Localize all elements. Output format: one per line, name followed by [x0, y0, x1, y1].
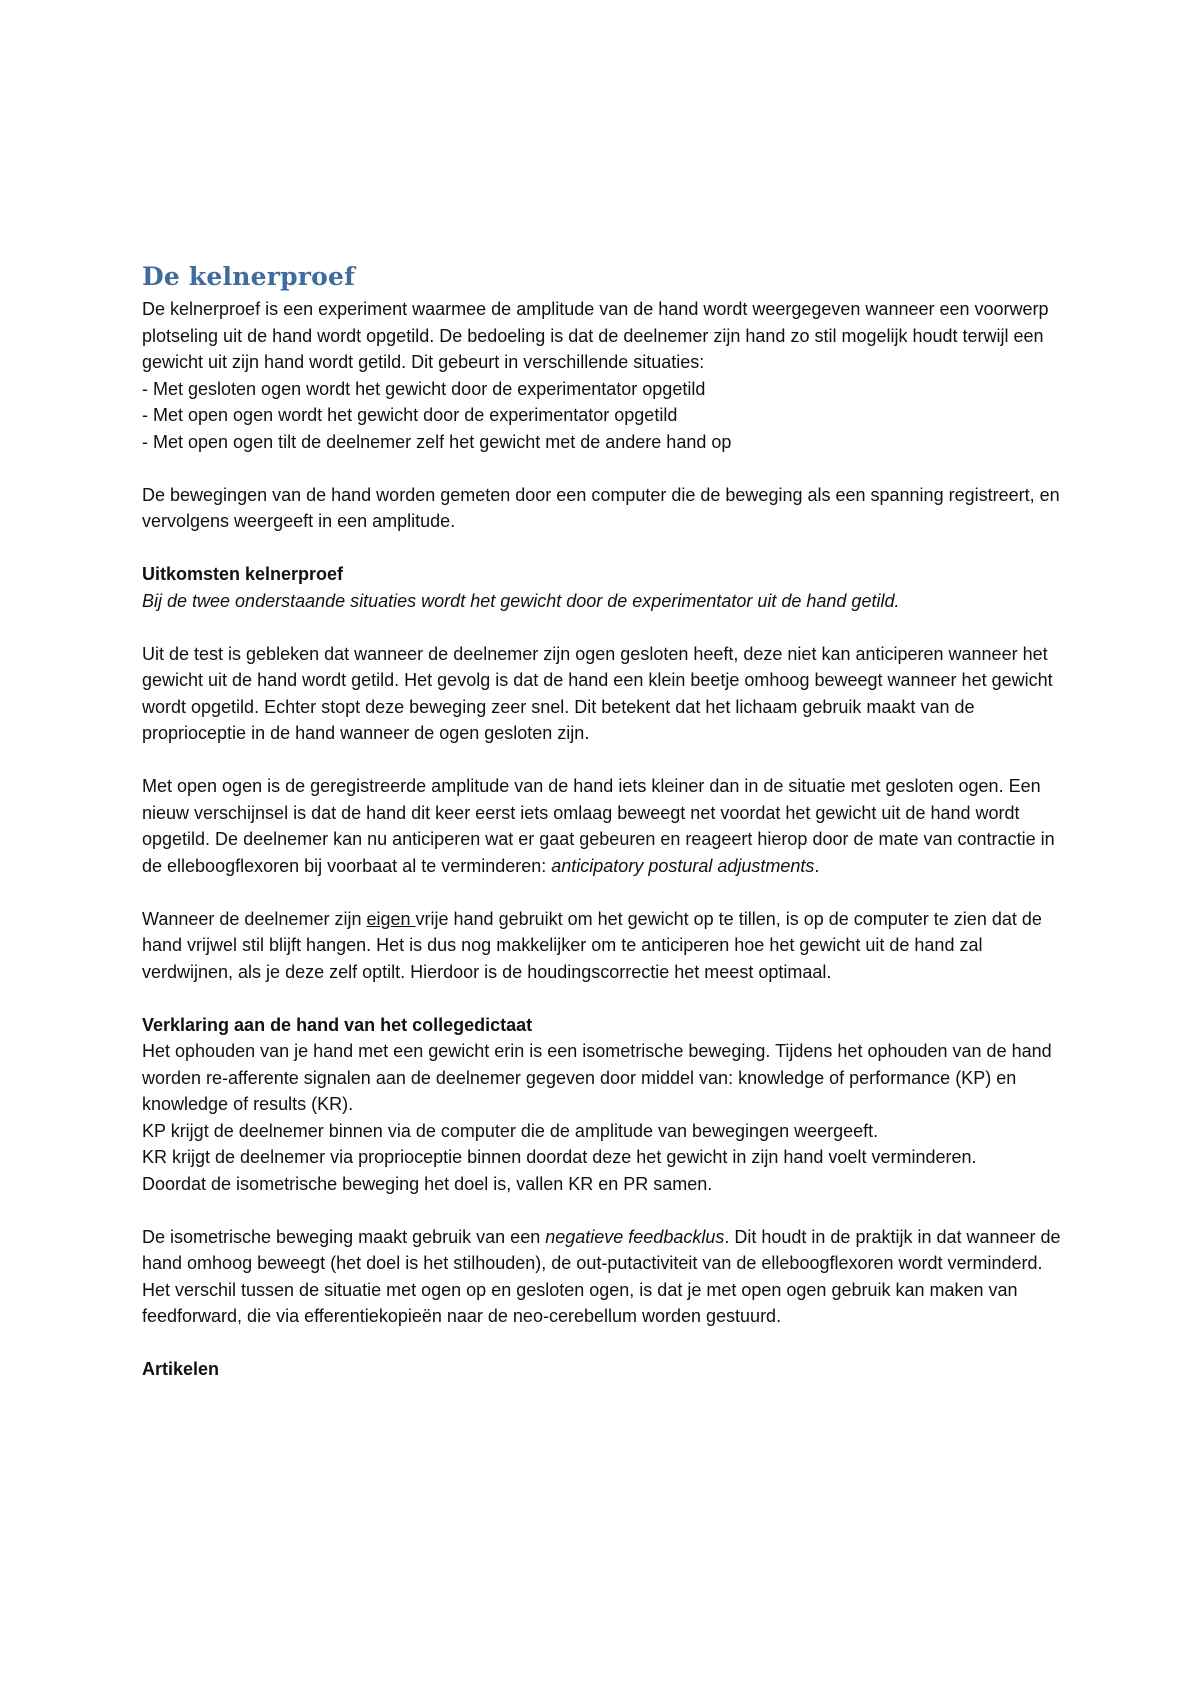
spacer: [142, 879, 1070, 906]
spacer: [142, 747, 1070, 774]
feedback-paragraph: [142, 1224, 1070, 1277]
results-section: [142, 561, 1070, 985]
measurement-paragraph: De bewegingen van de hand worden gemeten door een computer die de beweging als een spanning registreert, en vervolgens weergeeft in een amplitude.: [142, 484, 1060, 531]
intro-item: - Met open ogen tilt de deelnemer zelf het gewicht met de andere hand op: [142, 431, 732, 452]
explanation-line: Doordat de isometrische beweging het doel is, vallen KR en PR samen.: [142, 1173, 713, 1194]
intro-paragraph: De kelnerproef is een experiment waarmee de amplitude van de hand wordt weergegeven wanneer een voorwerp plotseling uit de hand wordt opgetild. De bedoeling is dat de deelnemer zijn hand zo stil mogelijk houdt terwijl een gewicht uit zijn hand wordt getild. Dit gebeurt in verschillende situaties:: [142, 299, 1049, 372]
results-paragraph-open-eyes: [142, 773, 1070, 879]
spacer: [142, 614, 1070, 641]
results-note: [142, 588, 1070, 615]
explanation-section: [142, 1012, 1070, 1330]
intro-section: [142, 296, 1070, 455]
feedforward-paragraph: Het verschil tussen de situatie met ogen op en gesloten ogen, is dat je met open ogen gebruik kan maken van feedforward, die via efferentiekopieën naar de neo-cerebellum worden gestuurd.: [142, 1279, 1018, 1326]
spacer: [142, 1197, 1070, 1224]
spacer: [142, 455, 1070, 482]
spacer: [142, 985, 1070, 1012]
intro-item: - Met open ogen wordt het gewicht door de experimentator opgetild: [142, 405, 678, 425]
underlined-word: eigen: [366, 908, 416, 929]
spacer: [142, 1330, 1070, 1357]
spacer: [142, 535, 1070, 562]
articles-heading: Artikelen: [142, 1359, 220, 1379]
anticipatory-term: anticipatory postural adjustments: [551, 855, 815, 876]
period: .: [814, 855, 820, 876]
intro-item: - Met gesloten ogen wordt het gewicht door de experimentator opgetild: [142, 378, 706, 399]
results-note-text: Bij de twee onderstaande situaties wordt het gewicht door de experimentator uit de hand getild.: [142, 590, 900, 611]
feedback-text-rest: . Dit houdt in de praktijk in dat wanneer de hand omhoog beweegt (het doel is het stilhouden), de out-putactiviteit van de elleboogflexoren wordt verminderd.: [142, 1226, 1061, 1273]
results-paragraph-closed-eyes: Uit de test is gebleken dat wanneer de deelnemer zijn ogen gesloten heeft, deze niet kan anticiperen wanneer het gewicht uit de hand wordt getild. Het gevolg is dat de hand een klein beetje omhoog beweegt wanneer het gewicht wordt opgetild. Echter stopt deze beweging zeer snel. Dit betekent dat het lichaam gebruik maakt van de proprioceptie in de hand wanneer de ogen gesloten zijn.: [142, 643, 1053, 743]
explanation-line: KR krijgt de deelnemer via proprioceptie binnen doordat deze het gewicht in zijn hand voelt verminderen.: [142, 1147, 977, 1167]
explanation-line: Het ophouden van je hand met een gewicht erin is een isometrische beweging. Tijdens het ophouden van de hand worden re-afferente signalen aan de deelnemer gegeven door middel van: knowledge of performance (KP) en knowledge of results (KR).: [142, 1041, 1052, 1114]
own-hand-text-rest: vrije hand gebruikt om het gewicht op te tillen, is op de computer te zien dat de hand vrijwel stil blijft hangen. Het is dus nog makkelijker om te anticiperen hoe het gewicht uit de hand zal verdwijnen, als je deze zelf optilt. Hierdoor is de houdingscorrectie het meest optimaal.: [142, 908, 1042, 982]
feedback-text-start: De isometrische beweging maakt gebruik van een: [142, 1226, 546, 1247]
feedback-term: negatieve feedbacklus: [545, 1226, 725, 1247]
document-title: De kelnerproef: [142, 262, 356, 291]
explanation-heading: Verklaring aan de hand van het collegedictaat: [142, 1014, 533, 1035]
results-paragraph-own-hand: [142, 906, 1070, 986]
results-heading: Uitkomsten kelnerproef: [142, 564, 344, 584]
own-hand-text-start: Wanneer de deelnemer zijn: [142, 908, 367, 929]
results-paragraph-open-eyes-text: Met open ogen is de geregistreerde amplitude van de hand iets kleiner dan in de situatie met gesloten ogen. Een nieuw verschijnsel is dat de hand dit keer eerst iets omlaag beweegt net voordat het gewicht uit de hand wordt opgetild. De deelnemer kan nu anticiperen wat er gaat gebeuren en reageert hierop door de mate van contractie in de elleboogflexoren bij voorbaat al te verminderen:: [142, 776, 1055, 876]
explanation-line: KP krijgt de deelnemer binnen via de computer die de amplitude van bewegingen weergeeft.: [142, 1120, 879, 1141]
